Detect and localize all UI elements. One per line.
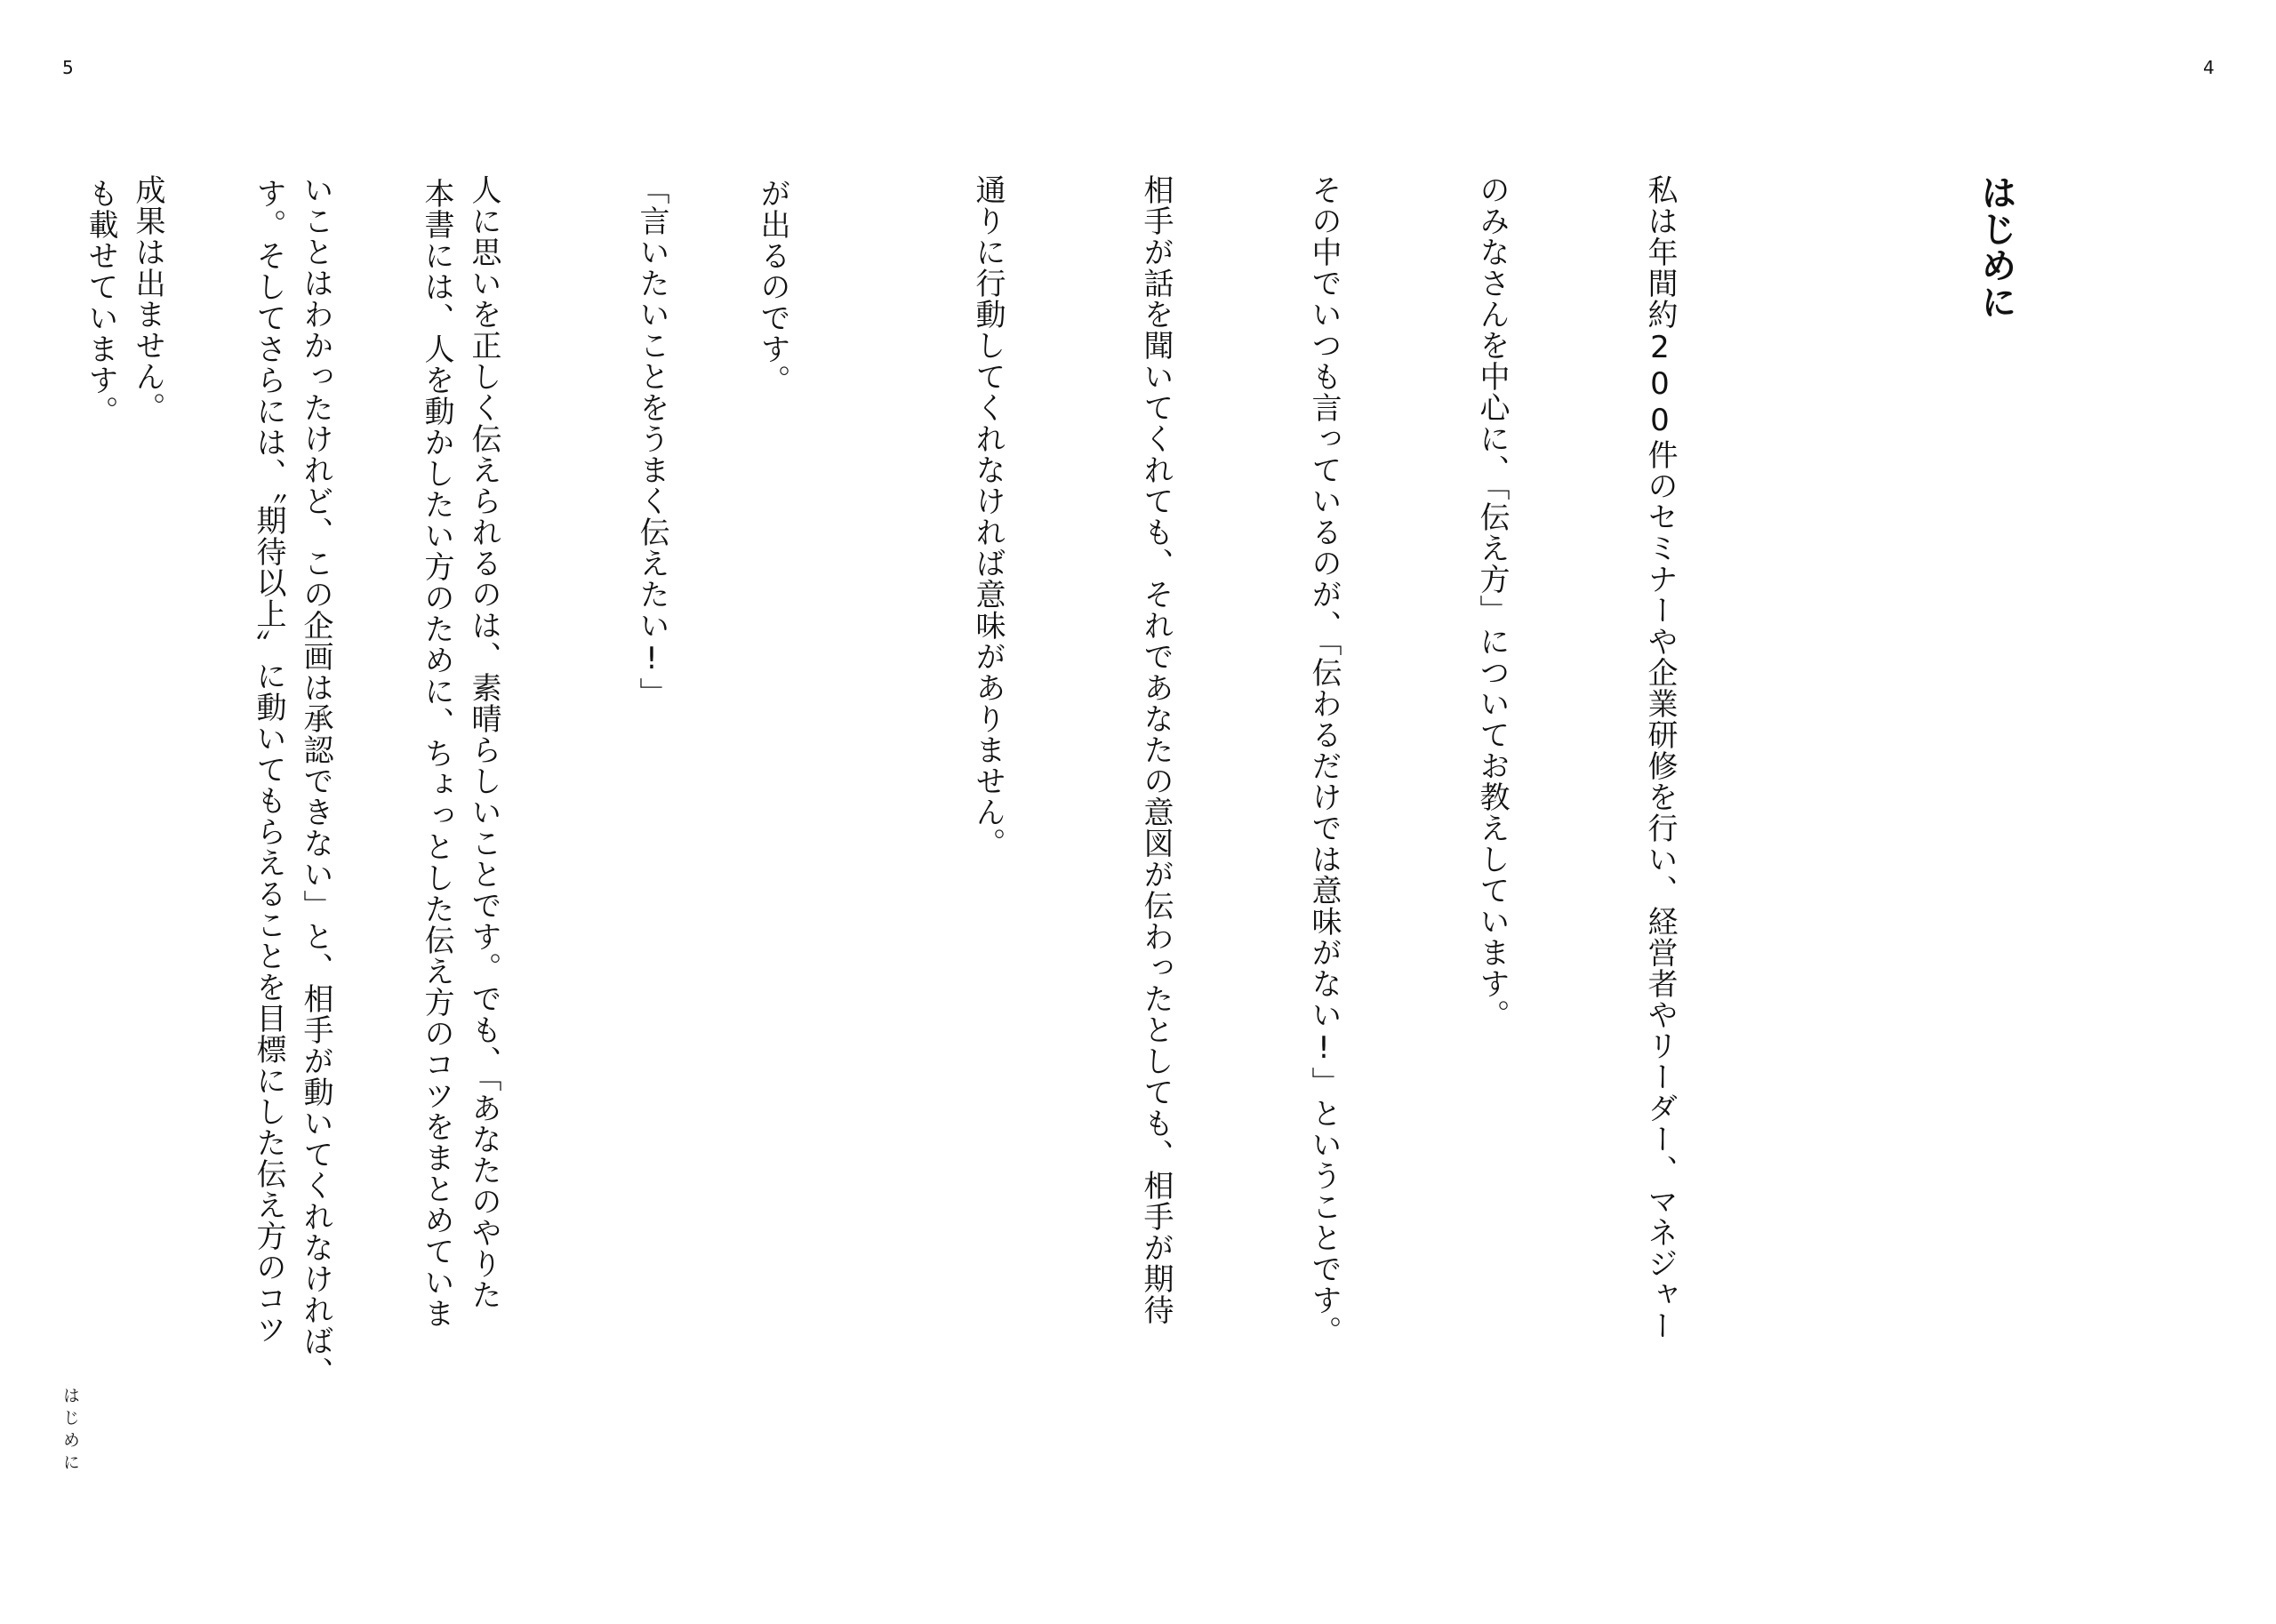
text-line: のみなさんを中心に、「伝え方」についてお教えしています。: [1474, 174, 1510, 1030]
text-line: が出るのです。: [755, 178, 790, 396]
text-line: 人に思いを正しく伝えられるのは、素晴らしいことです。でも、「あなたのやりた: [466, 174, 501, 1310]
text-line: いことはわかったけれど、この企画は承認できない」と、相手が動いてくれなければ、: [298, 174, 333, 1388]
text-line: す。そしてさらには、〝期待以上〟に動いてもらえることを目標にした伝え方のコツ: [251, 178, 286, 1345]
text-line: 成果は出ません。: [130, 174, 165, 423]
page-number-right: 4: [2203, 57, 2215, 78]
text-line: 相手が話を聞いてくれても、それであなたの意図が伝わったとしても、相手が期待: [1138, 174, 1174, 1325]
text-line: [1799, 174, 1855, 1410]
text-line: その中でいつも言っているのが、「伝わるだけでは意味がない!」ということです。: [1306, 174, 1342, 1347]
left-page-body: [0, 178, 912, 1413]
text-line: 「言いたいことをうまく伝えたい!」: [634, 174, 669, 708]
page-number-left: 5: [62, 57, 74, 78]
chapter-heading: はじめに: [1975, 174, 2016, 320]
text-line: も載せています。: [83, 178, 118, 427]
running-head: はじめに: [60, 1387, 80, 1476]
text-line: [576, 178, 632, 1413]
text-line: 本書には、人を動かしたい方のために、ちょっとした伝え方のコツをまとめていま: [419, 178, 454, 1329]
text-line: 私は年間約200件のセミナーや企業研修を行い、経営者やリーダー、マネジャー: [1642, 174, 1678, 1341]
text-line: 通りに行動してくれなければ意味がありません。: [970, 174, 1006, 859]
